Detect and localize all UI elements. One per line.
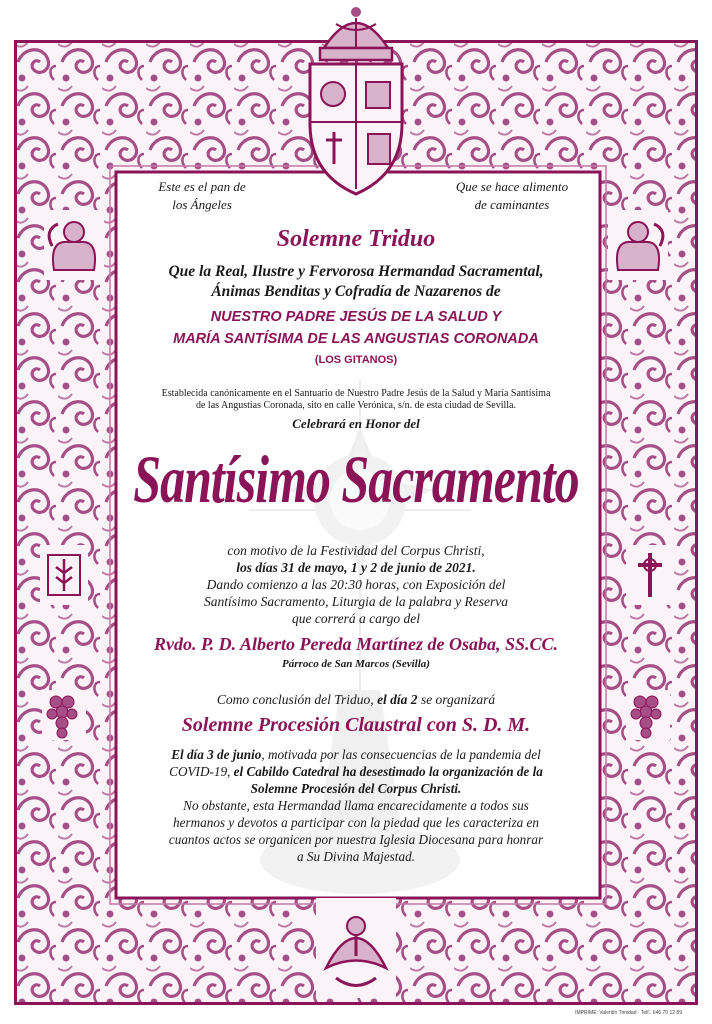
establishment-line: de las Angustias Coronada, sito en calle Verónica, s/n. de esta ciudad de Sevilla.	[195, 400, 516, 411]
cross-emblem-icon	[626, 545, 674, 605]
quote-left-line: Este es el pan de	[158, 179, 246, 194]
covid-bold: el Cabildo Catedral ha desestimado la organización de la	[233, 764, 543, 779]
schedule-line: Santísimo Sacramento, Liturgia de la palabra y Reserva	[204, 594, 508, 609]
schedule-line: con motivo de la Festividad del Corpus Christi,	[227, 543, 485, 558]
brotherhood-line: MARÍA SANTÍSIMA DE LAS ANGUSTIAS CORONADA	[173, 331, 539, 347]
celebrate-line: Celebrará en Honor del	[292, 416, 420, 431]
main-title: Santísimo Sacramento	[133, 441, 579, 517]
coat-of-arms-icon	[286, 4, 426, 204]
intro-line: Ánimas Benditas y Cofradía de Nazarenos de	[211, 283, 501, 300]
covid-line: No obstante, esta Hermandad llama encarecidamente a todos sus	[183, 798, 529, 813]
covid-line: a Su Divina Majestad.	[297, 849, 415, 864]
grapes-icon	[626, 690, 670, 740]
angel-icon	[44, 210, 104, 280]
crown-icon	[320, 7, 392, 60]
covid-line	[124, 763, 588, 780]
printer-credit: IMPRIME: Valentín Trinidad · Telf.: 646 70 12 89	[575, 1010, 682, 1016]
quote-right-line: Que se hace alimento	[455, 179, 569, 194]
intro-text	[128, 262, 584, 302]
schedule-dates: los días 31 de mayo, 1 y 2 de junio de 2021.	[236, 560, 476, 575]
intro-line: Que la Real, Ilustre y Fervorosa Hermandad Sacramental,	[168, 263, 544, 280]
covid-line: hermanos y devotos a participar con la piedad que les caracteriza en	[173, 815, 539, 830]
brotherhood-name	[128, 306, 584, 350]
quote-right	[442, 178, 582, 214]
conclusion-suffix: se organizará	[420, 692, 496, 707]
preacher-name: Rvdo. P. D. Alberto Pereda Martínez de Osaba, SS.CC.	[153, 634, 559, 654]
conclusion-prefix: Como conclusión del Triduo,	[216, 692, 374, 707]
covid-text: , motivada por las consecuencias de la pandemia del	[261, 747, 541, 762]
grapes-icon	[42, 690, 86, 740]
covid-bold: Solemne Procesión del Corpus Christi.	[250, 781, 462, 796]
angel-icon	[608, 210, 668, 280]
covid-text: COVID-19,	[169, 764, 231, 779]
schedule-text	[128, 542, 584, 627]
covid-notice	[124, 746, 588, 865]
preacher-role: Párroco de San Marcos (Sevilla)	[282, 658, 430, 670]
procession-title: Solemne Procesión Claustral con S. D. M.	[181, 714, 531, 736]
establishment-note	[120, 388, 592, 412]
covid-bold: El día 3 de junio	[171, 747, 262, 762]
conclusion-line	[128, 692, 584, 708]
schedule-line: Dando comienzo a las 20:30 horas, con Exposición del	[206, 577, 506, 592]
covid-line	[124, 746, 588, 763]
quote-right-line: de caminantes	[474, 197, 550, 212]
brotherhood-line: NUESTRO PADRE JESÚS DE LA SALUD Y	[210, 309, 502, 325]
establishment-line: Establecida canónicamente en el Santuario de Nuestro Padre Jesús de la Salud y María Santísima	[161, 388, 551, 399]
wheat-icon	[40, 545, 88, 605]
quote-left	[132, 178, 272, 214]
quote-left-line: los Ángeles	[172, 197, 232, 212]
conclusion-day: el día 2	[377, 692, 418, 707]
event-title: Solemne Triduo	[276, 226, 436, 252]
brotherhood-nickname: (LOS GITANOS)	[314, 354, 398, 366]
schedule-line: que correrá a cargo del	[292, 611, 420, 626]
covid-line: cuantos actos se organicen por nuestra Iglesia Diocesana para honrar	[168, 832, 544, 847]
covid-line	[124, 780, 588, 797]
